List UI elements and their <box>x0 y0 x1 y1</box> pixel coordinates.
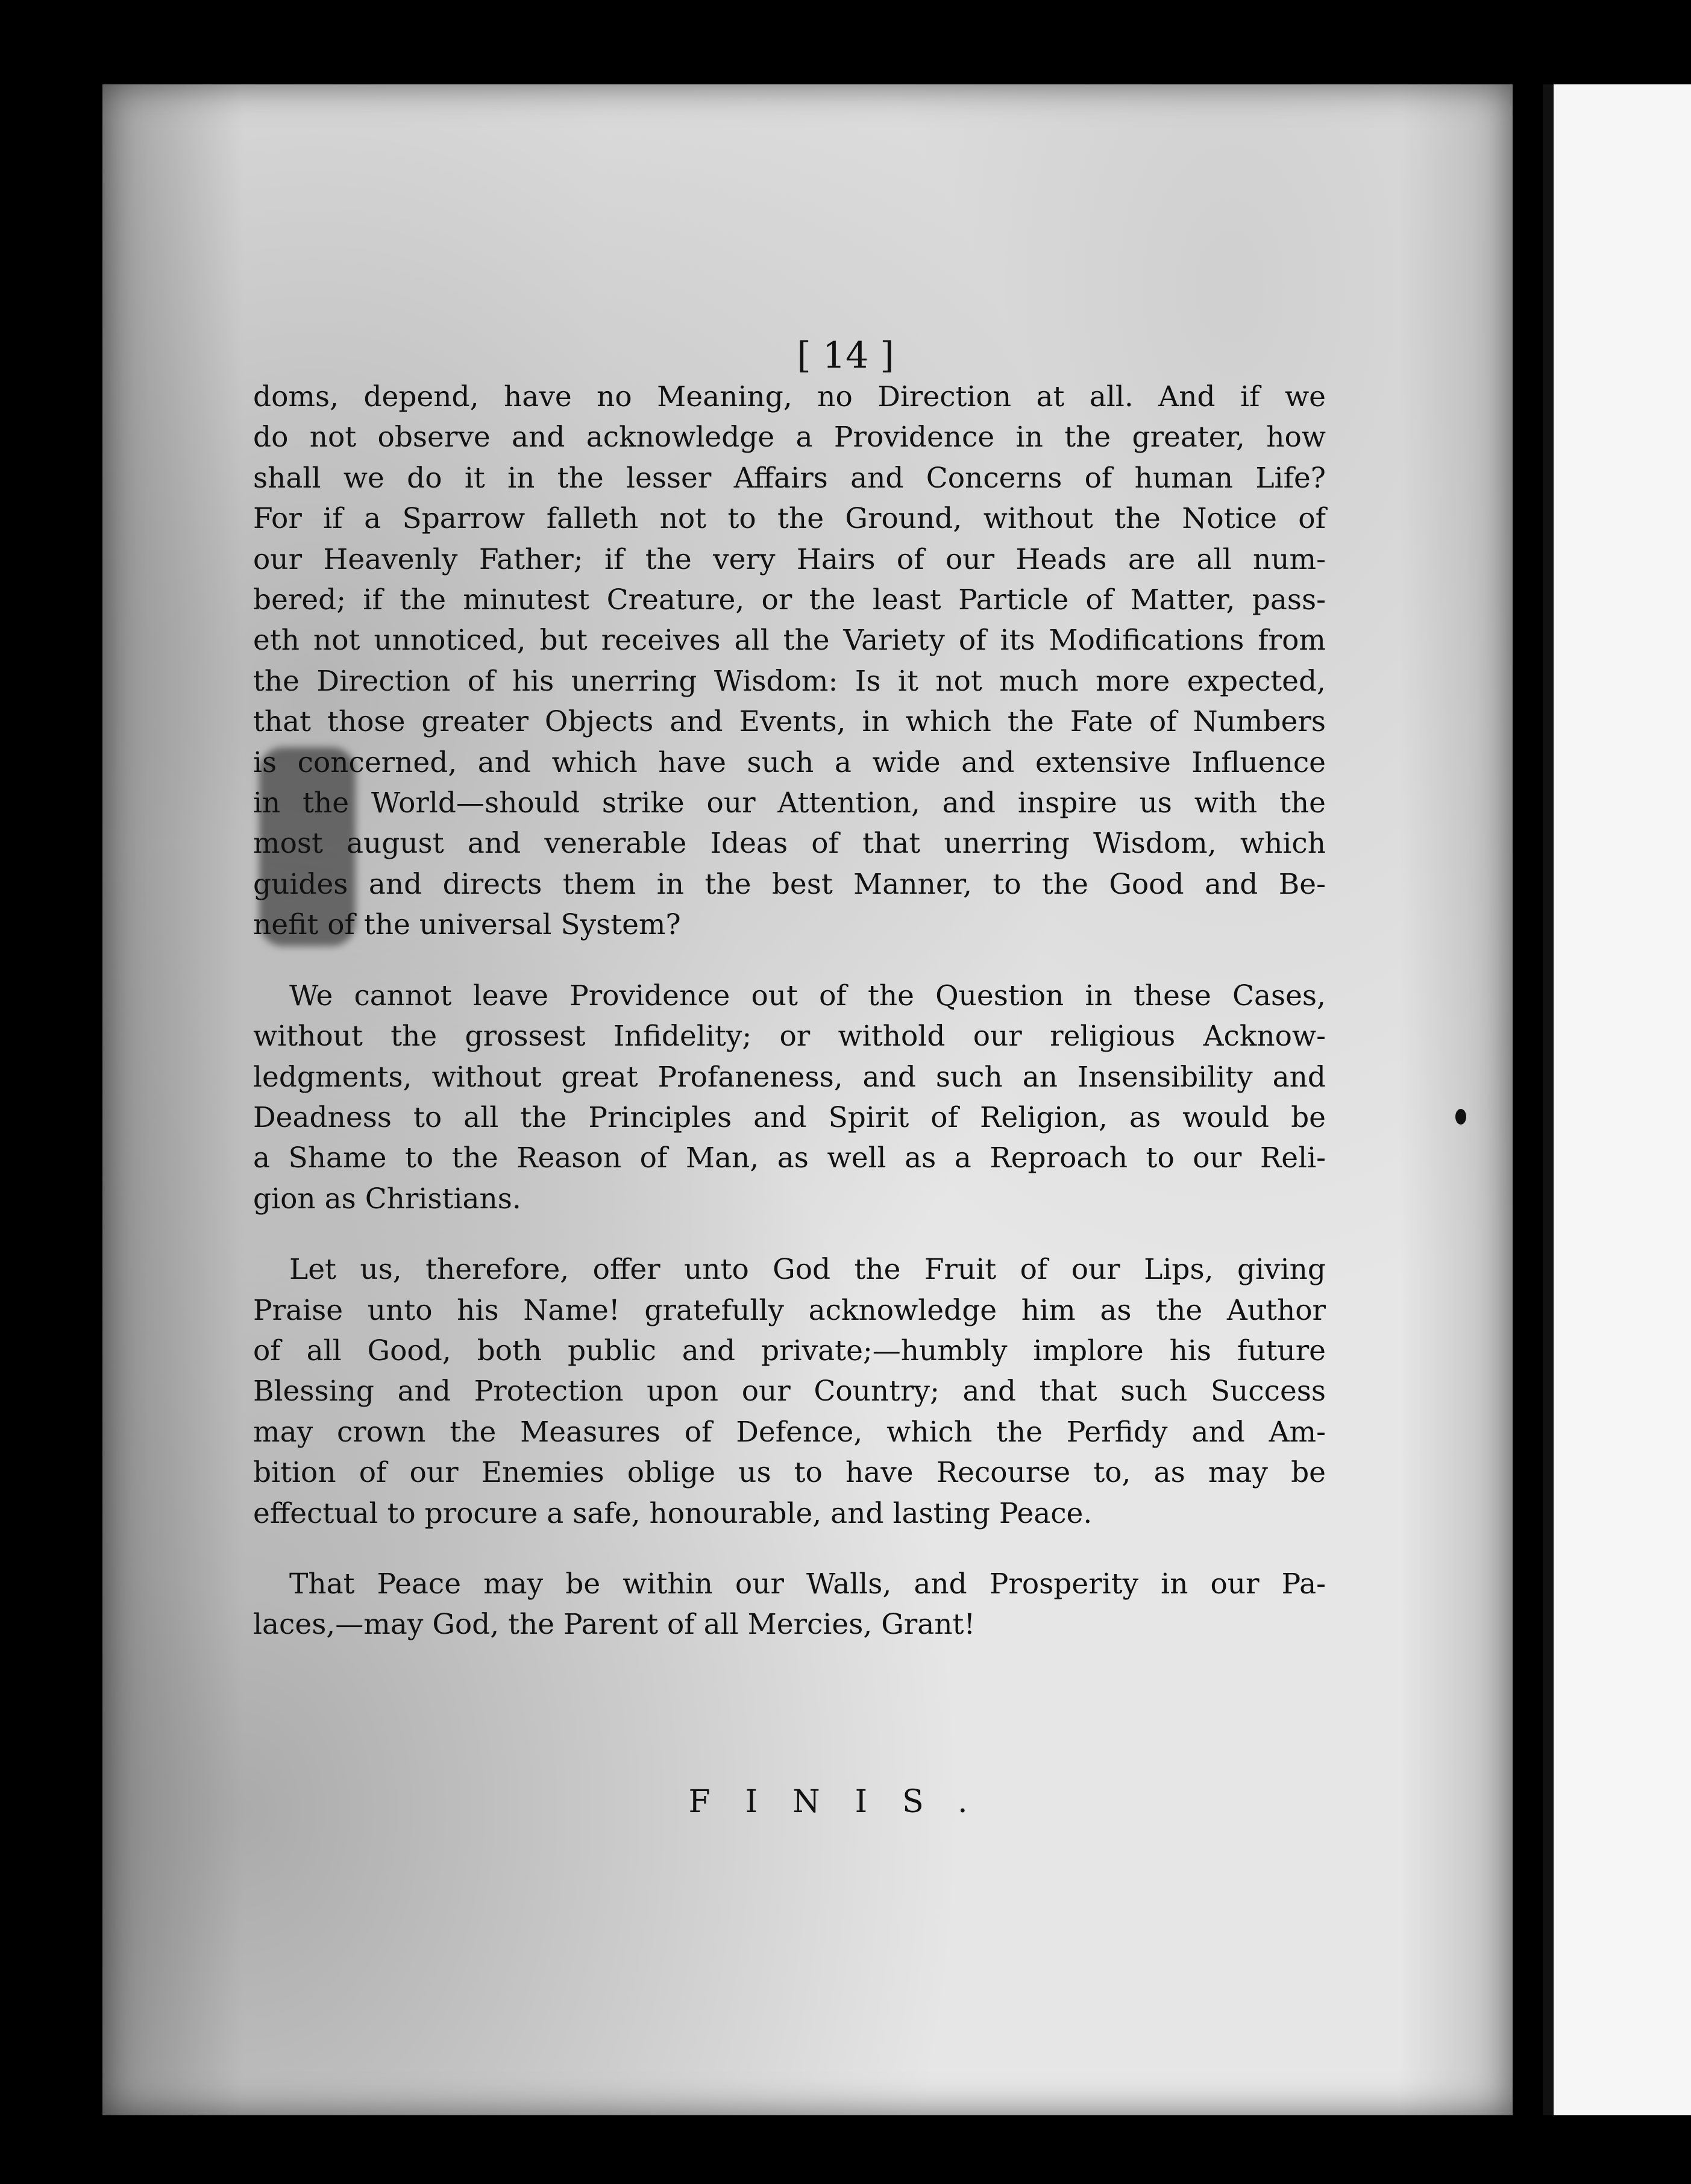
text-line: For if a Sparrow falleth not to the Ground, without the Notice of <box>253 502 1326 536</box>
text-line: the Direction of his unerring Wisdom: Is it not much more expected, <box>253 664 1326 698</box>
text-line: bered; if the minutest Creature, or the least Particle of Matter, pass- <box>253 583 1326 617</box>
text-line: We cannot leave Providence out of the Question in these Cases, <box>289 979 1326 1012</box>
paragraph-4 <box>253 1564 1326 1645</box>
paragraph-1 <box>253 377 1326 946</box>
page-number: [ 14 ] <box>797 334 894 377</box>
paragraph-3 <box>253 1249 1326 1534</box>
text-line: guides and directs them in the best Manner, to the Good and Be- <box>253 867 1326 901</box>
paragraph-gap <box>253 946 1326 976</box>
text-line: bition of our Enemies oblige us to have Recourse to, as may be <box>253 1456 1326 1490</box>
text-line: without the grossest Infidelity; or withold our religious Acknow- <box>253 1020 1326 1053</box>
text-line: in the World—should strike our Attention, and inspire us with the <box>253 786 1326 820</box>
paragraph-gap <box>253 1534 1326 1564</box>
text-line: Let us, therefore, offer unto God the Fruit of our Lips, giving <box>289 1253 1326 1287</box>
text-line: nefit of the universal System? <box>253 908 681 942</box>
text-line: Blessing and Protection upon our Country; and that such Success <box>253 1375 1326 1408</box>
finis-heading: FINIS. <box>688 1784 1003 1820</box>
text-line: that those greater Objects and Events, in which the Fate of Numbers <box>253 705 1326 739</box>
text-line: is concerned, and which have such a wide and extensive Influence <box>253 745 1326 779</box>
text-line: ledgments, without great Profaneness, and such an Insensibility and <box>253 1060 1326 1094</box>
text-line: eth not unnoticed, but receives all the Variety of its Modifications from <box>253 624 1326 657</box>
paragraph-2 <box>253 976 1326 1219</box>
text-line: doms, depend, have no Meaning, no Direction at all. And if we <box>253 380 1326 413</box>
text-line: laces,—may God, the Parent of all Mercies, Grant! <box>253 1608 976 1642</box>
text-line: a Shame to the Reason of Man, as well as a Reproach to our Reli- <box>253 1141 1326 1175</box>
text-line: shall we do it in the lesser Affairs and Concerns of human Life? <box>253 461 1326 495</box>
text-line: effectual to procure a safe, honourable, and lasting Peace. <box>253 1496 1093 1530</box>
text-line: most august and venerable Ideas of that unerring Wisdom, which <box>253 827 1326 861</box>
ink-blot <box>1455 1109 1466 1125</box>
text-line: Praise unto his Name! gratefully acknowledge him as the Author <box>253 1293 1326 1327</box>
text-line: of all Good, both public and private;—humbly implore his future <box>253 1334 1326 1367</box>
text-line: gion as Christians. <box>253 1182 521 1216</box>
text-line: do not observe and acknowledge a Providence in the greater, how <box>253 421 1326 454</box>
body-text <box>253 377 1326 1645</box>
text-line: our Heavenly Father; if the very Hairs of our Heads are all num- <box>253 542 1326 576</box>
text-line: Deadness to all the Principles and Spirit of Religion, as would be <box>253 1100 1326 1134</box>
text-line: may crown the Measures of Defence, which the Perfidy and Am- <box>253 1415 1326 1449</box>
paragraph-gap <box>253 1219 1326 1249</box>
text-line: That Peace may be within our Walls, and Prosperity in our Pa- <box>289 1567 1326 1601</box>
